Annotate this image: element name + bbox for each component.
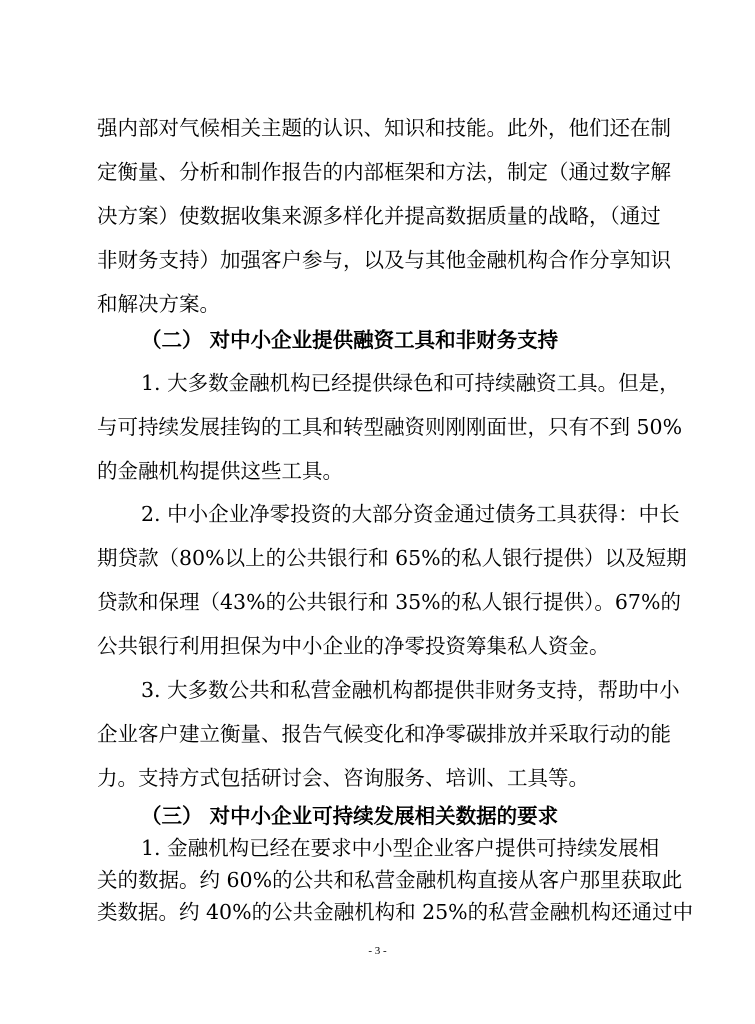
text-line: 与可持续发展挂钩的工具和转型融资则刚刚面世，只有不到 50% — [97, 415, 683, 439]
section-heading: （二） 对中小企业提供融资工具和非财务支持 — [141, 328, 559, 352]
text-line: 关的数据。约 60%的公共和私营金融机构直接从客户那里获取此 — [97, 868, 683, 892]
text-line: 和解决方案。 — [97, 292, 220, 316]
text-line: 力。支持方式包括研讨会、咨询服务、培训、工具等。 — [97, 766, 589, 790]
text-line: 3. 大多数公共和私营金融机构都提供非财务支持，帮助中小 — [141, 678, 680, 702]
text-line: 公共银行利用担保为中小企业的净零投资筹集私人资金。 — [97, 634, 610, 658]
text-line: 1. 金融机构已经在要求中小型企业客户提供可持续发展相 — [141, 836, 660, 860]
text-line: 贷款和保理（43%的公共银行和 35%的私人银行提供）。67%的 — [97, 590, 681, 614]
section-heading: （三） 对中小企业可持续发展相关数据的要求 — [141, 804, 559, 828]
page-number: - 3 - — [368, 945, 387, 957]
text-line: 非财务支持）加强客户参与，以及与其他金融机构合作分享知识 — [97, 248, 671, 272]
text-line: 期贷款（80%以上的公共银行和 65%的私人银行提供）以及短期 — [97, 546, 687, 570]
text-line: 定衡量、分析和制作报告的内部框架和方法，制定（通过数字解 — [97, 160, 671, 184]
text-line: 的金融机构提供这些工具。 — [97, 459, 343, 483]
text-line: 决方案）使数据收集来源多样化并提高数据质量的战略，（通过 — [97, 204, 661, 228]
text-line: 类数据。约 40%的公共金融机构和 25%的私营金融机构还通过中 — [97, 900, 694, 924]
text-line: 2. 中小企业净零投资的大部分资金通过债务工具获得：中长 — [141, 502, 680, 526]
text-line: 企业客户建立衡量、报告气候变化和净零碳排放并采取行动的能 — [97, 722, 671, 746]
text-line: 强内部对气候相关主题的认识、知识和技能。此外，他们还在制 — [97, 116, 671, 140]
text-line: 1. 大多数金融机构已经提供绿色和可持续融资工具。但是， — [141, 371, 680, 395]
